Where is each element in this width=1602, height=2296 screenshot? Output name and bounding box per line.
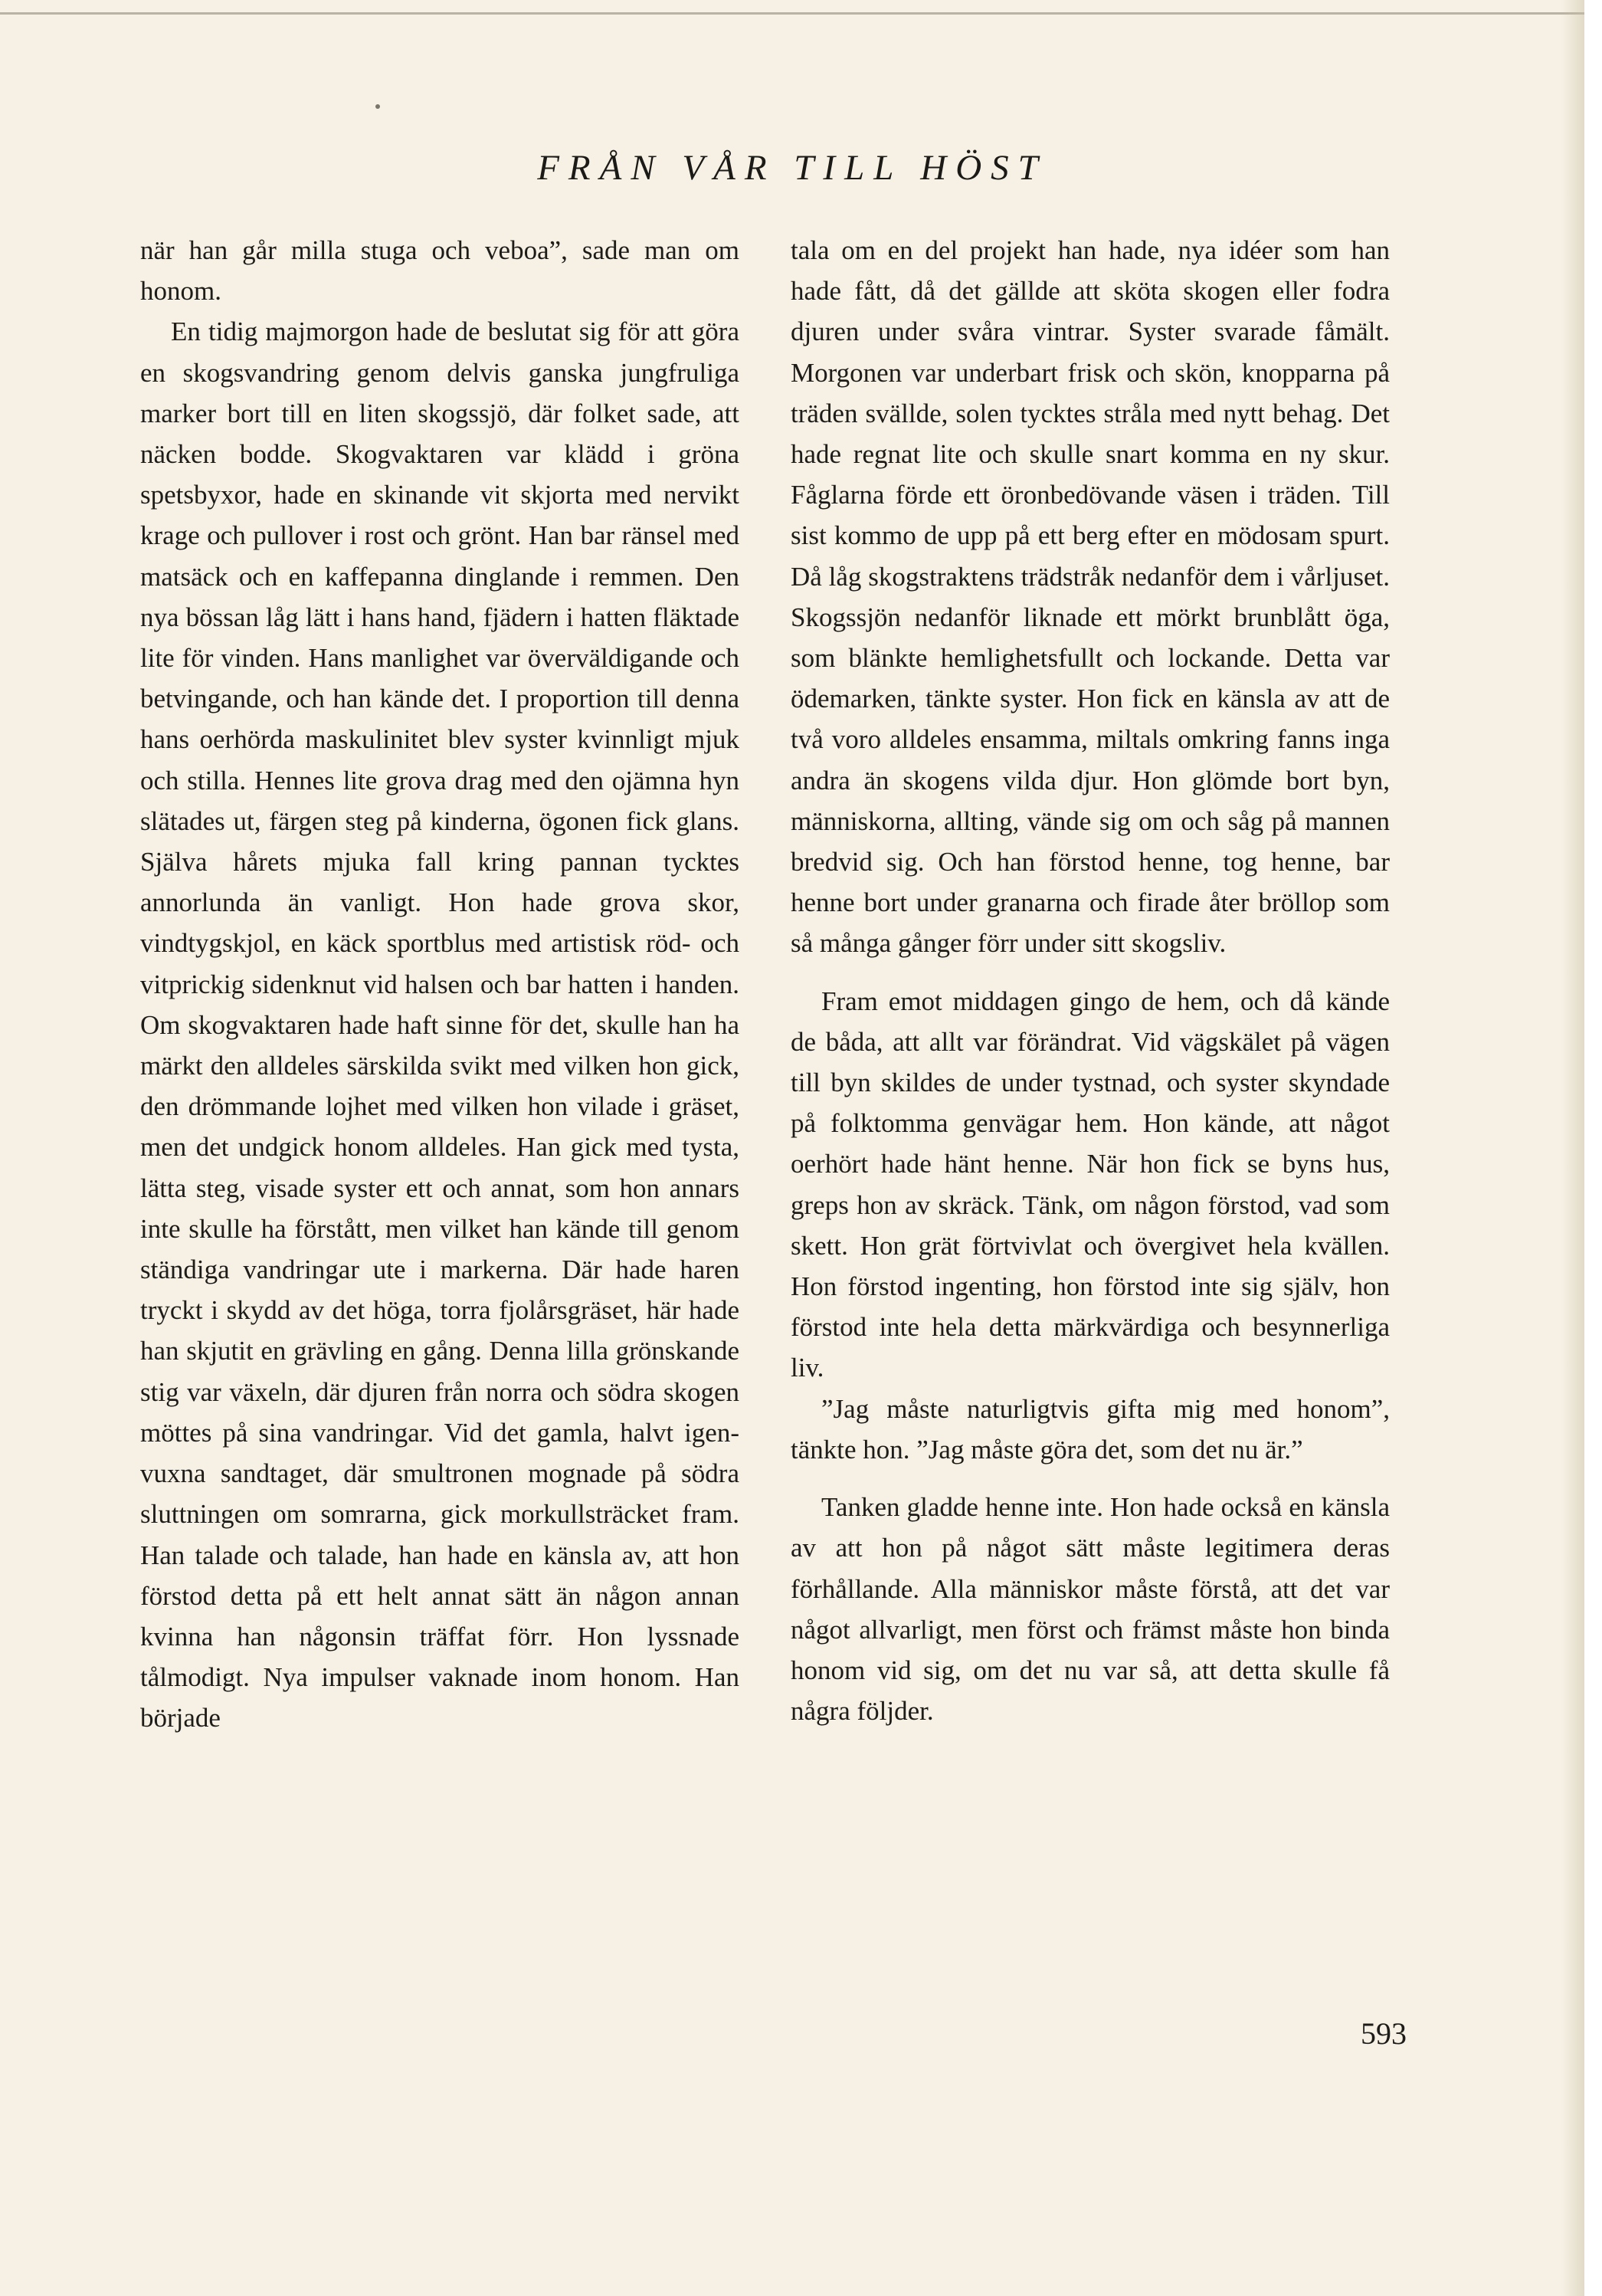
left-column xyxy=(140,230,739,1962)
paragraph: när han går milla stuga och veboa”, sade man om honom. xyxy=(140,235,739,307)
paragraph: tala om en del projekt han hade, nya idéer som han hade fått, då det gällde att sköta skogen eller fodra djuren under svåra vintrar. Syster svarade fåmält. Morgonen var underbart frisk och skön, knopparna på träden svällde, solen tycktes stråla med nytt behag. Det hade regnat lite och skulle snart komma en ny skur. Fåglarna förde ett öronbedövande väsen i träden. Till sist kommo de upp på ett berg efter en mödosam spurt. Då låg skogstraktens trädstråk nedanför dem i vårljuset. Skogssjön nedanför liknade ett mörkt brunblått öga, som blänkte hemlighetsfullt och lockande. Detta var ödemarken, tänkte syster. Hon fick en känsla av att de två voro alldeles ensamma, miltals omkring fanns inga andra än skogens vilda djur. Hon glömde bort byn, människorna, allting, vände sig om och såg på mannen bredvid sig. Och han förstod henne, tog henne, bar henne bort under granarna och firade åter bröllop som så många gånger förr under sitt skogsliv. xyxy=(791,235,1390,959)
page-number: 593 xyxy=(1361,2016,1407,2051)
paragraph: Fram emot middagen gingo de hem, och då kände de båda, att allt var förändrat. Vid vägskälet på vägen till byn skildes de under tystnad, och syster skyndade på folktomma genvägar hem. Hon kände, att något oerhört hade hänt henne. När hon fick se byns hus, greps hon av skräck. Tänk, om någon förstod, vad som skett. Hon grät förtvivlat och övergivet hela kvällen. Hon förstod ingenting, hon förstod inte sig själv, hon förstod inte hela detta märkvärdiga och besynnerliga liv. xyxy=(791,986,1390,1383)
ink-speck xyxy=(375,104,380,109)
paragraph: Tanken gladde henne inte. Hon hade också en känsla av att hon på något sätt måste legitimera deras förhållande. Alla människor måste förstå, att det var något allvarligt, men först och främst måste hon binda honom vid sig, om det nu var så, att detta skulle få några följder. xyxy=(791,1492,1390,1727)
paragraph: En tidig majmorgon hade de beslutat sig för att göra en skogsvandring genom delvis ganska jungfruliga marker bort till en liten skogssjö, där folket sade, att näcken bodde. Skogvaktaren var klädd i gröna spetsbyxor, hade en skinande vit skjorta med nervikt krage och pullover i rost och grönt. Han bar ränsel med matsäck och en kaffepanna dinglande i remmen. Den nya bössan låg lätt i hans hand, fjädern i hatten fläktade lite för vinden. Hans manlighet var överväldigande och betvingande, och han kände det. I proportion till denna hans oerhörda maskulinitet blev syster kvinnligt mjuk och stilla. Hennes lite grova drag med den ojämna hyn slätades ut, färgen steg på kinderna, ögonen fick glans. Själva hårets mjuka fall kring pannan tycktes annorlunda än vanligt. Hon hade grova skor, vindtygskjol, en käck sportblus med artistisk röd- och vitprickig sidenknut vid halsen och bar hatten i handen. Om skogvaktaren hade haft sinne för det, skulle han ha märkt den alldeles särskilda svikt med vilken hon gick, den drömmande lojhet med vilken hon vilade i gräset, men det undgick honom alldeles. Han gick med tysta, lätta steg, visade syster ett och annat, som hon annars inte skulle ha förstått, men vilket han kände till genom ständiga vandringar ute i markerna. Där hade haren tryckt i skydd av det höga, torra fjolårsgräset, här hade han skjutit en grävling en gång. Denna lilla grönskande stig var växeln, där djuren från norra och södra skogen möttes på sina vandringar. Vid det gamla, halvt igenvuxna sandtaget, där smultronen mognade på södra sluttningen om somrarna, gick morkullsträcket fram. Han talade och talade, han hade en känsla av, att hon förstod detta på ett helt annat sätt än någon annan kvinna han någonsin träffat förr. Hon lyssnade tålmodigt. Nya impulser vaknade inom honom. Han började xyxy=(140,317,739,1733)
top-edge-rule xyxy=(0,12,1584,15)
right-column xyxy=(791,230,1390,1962)
running-head: FRÅN VÅR TILL HÖST xyxy=(537,148,1047,188)
page-edge-shadow xyxy=(1561,0,1584,2296)
paragraph: ”Jag måste naturligtvis gifta mig med honom”, tänkte hon. ”Jag måste göra det, som det nu är.” xyxy=(791,1393,1390,1465)
